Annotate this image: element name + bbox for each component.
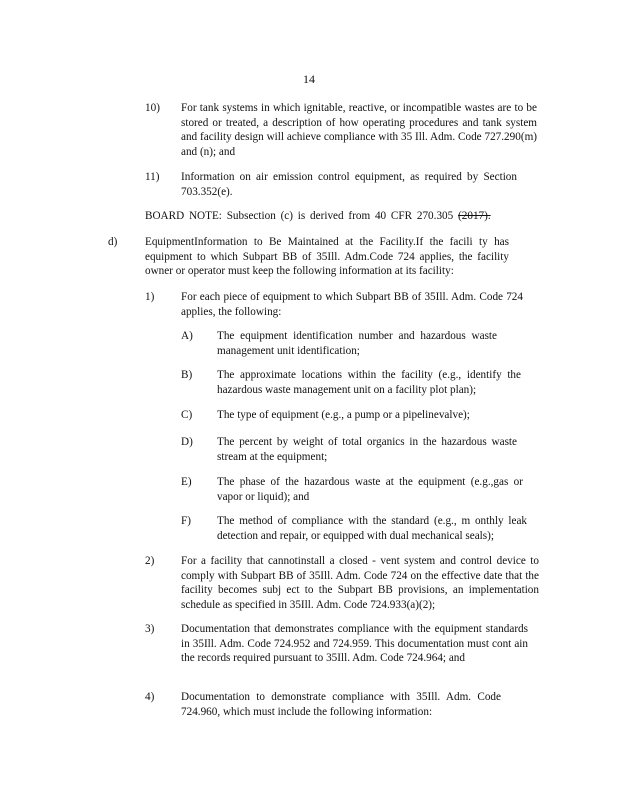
subitem-c-label: C) xyxy=(181,409,193,421)
board-note-struck-year: (2017). xyxy=(458,210,491,222)
item-3-label: 3) xyxy=(145,623,155,635)
subitem-e-text: The phase of the hazardous waste at the equipment (e.g.,gas or vapor or liquid); and xyxy=(217,476,523,503)
item-11-label: 11) xyxy=(145,171,160,183)
item-2-text: For a facility that cannotinstall a closed - vent system and control device to comply with Subpart BB of 35Ill. Adm. Code 724 on the effective date that the facility becomes subj ect to the Subpart BB provisions, an implementation schedule as specified in 35Ill. Adm. Code 724.933(a)(2); xyxy=(181,555,539,611)
page-number: 14 xyxy=(303,72,315,86)
subitem-d-label: D) xyxy=(181,436,193,448)
item-1-text: For each piece of equipment to which Subpart BB of 35Ill. Adm. Code 724 applies, the following: xyxy=(181,291,523,318)
subitem-a-label: A) xyxy=(181,330,193,342)
subitem-c-text: The type of equipment (e.g., a pump or a pipelinevalve); xyxy=(217,409,470,421)
item-4-label: 4) xyxy=(145,691,155,703)
board-note-text: BOARD NOTE: Subsection (c) is derived from 40 CFR 270.305 xyxy=(145,210,454,222)
item-2-label: 2) xyxy=(145,555,155,567)
subsection-d-label: d) xyxy=(108,236,118,248)
item-10-label: 10) xyxy=(145,102,160,114)
item-1-label: 1) xyxy=(145,291,155,303)
subitem-e-label: E) xyxy=(181,476,192,488)
item-4-text: Documentation to demonstrate compliance with 35Ill. Adm. Code 724.960, which must include the following information: xyxy=(181,691,501,718)
subitem-f-text: The method of compliance with the standard (e.g., m onthly leak detection and repair, or equipped with dual mechanical seals); xyxy=(217,515,527,542)
board-note xyxy=(145,209,491,224)
subitem-d-text: The percent by weight of total organics in the hazardous waste stream at the equipment; xyxy=(217,436,517,463)
item-10-text: For tank systems in which ignitable, reactive, or incompatible wastes are to be stored or treated, a description of how operating procedures and tank system and facility design will achieve compliance with 35 Ill. Adm. Code 727.290(m) and (n); and xyxy=(181,102,537,158)
subitem-b-label: B) xyxy=(181,369,193,381)
subitem-a-text: The equipment identification number and hazardous waste management unit identification; xyxy=(217,330,497,357)
subsection-d-text: EquipmentInformation to Be Maintained at the Facility.If the facili ty has equipment to which Subpart BB of 35Ill. Adm.Code 724 applies, the facility owner or operator must keep the following information at its facility: xyxy=(145,236,509,278)
item-11-text: Information on air emission control equipment, as required by Section 703.352(e). xyxy=(181,171,517,198)
item-3-text: Documentation that demonstrates compliance with the equipment standards in 35Ill. Adm. Code 724.952 and 724.959. This documentation must cont ain the records required pursuant to 35Ill. Adm. Code 724.964; and xyxy=(181,623,528,665)
subitem-b-text: The approximate locations within the facility (e.g., identify the hazardous waste management unit on a facility plot plan); xyxy=(217,369,521,396)
subitem-f-label: F) xyxy=(181,515,191,527)
